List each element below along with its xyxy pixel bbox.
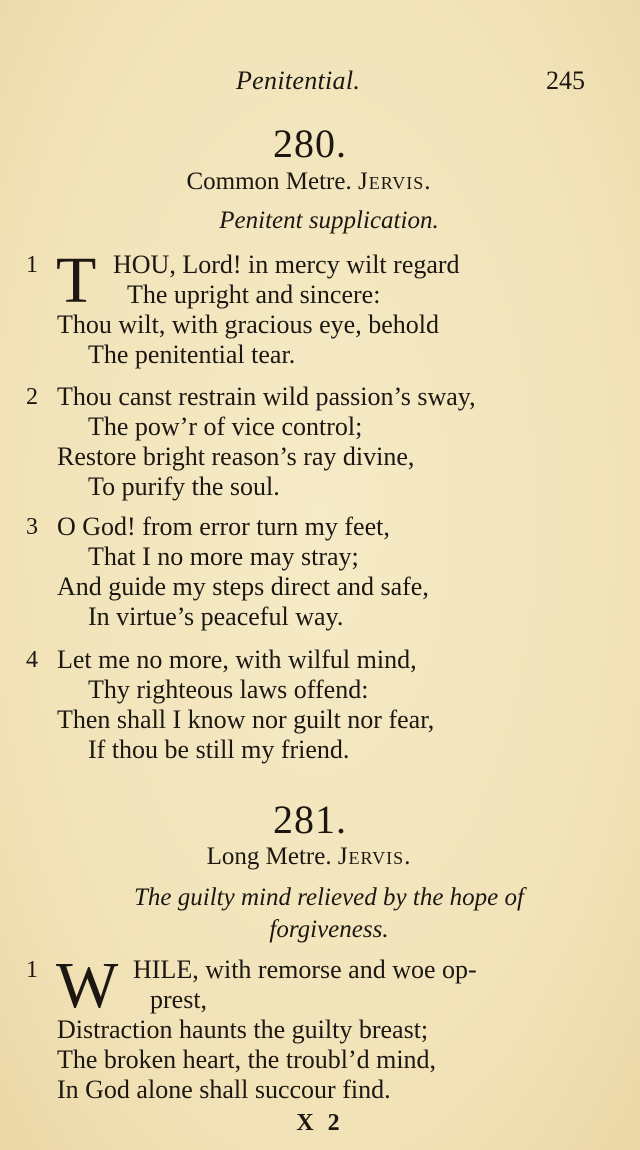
hymn-subject-line-1: The guilty mind relieved by the hope of [134, 884, 524, 911]
verse-line: HILE, with remorse and woe op- [133, 955, 477, 984]
verse-line: Thy righteous laws offend: [88, 675, 369, 704]
verse-line: If thou be still my friend. [88, 735, 350, 764]
hymn-number: 281. [273, 797, 347, 842]
verse-line: Thou wilt, with gracious eye, behold [57, 310, 439, 339]
verse-line: Let me no more, with wilful mind, [57, 645, 417, 674]
verse-line: O God! from error turn my feet, [57, 512, 390, 541]
verse-line: Then shall I know nor guilt nor fear, [57, 705, 435, 734]
verse-line: Thou canst restrain wild passion’s sway, [57, 382, 476, 411]
running-head [0, 66, 640, 100]
verse-number: 2 [26, 384, 38, 410]
verse-line: The penitential tear. [88, 340, 296, 369]
author: Jervis. [337, 843, 412, 870]
hymn-meter-line [0, 843, 618, 871]
verse-line: The broken heart, the troubl’d mind, [57, 1045, 437, 1074]
verse-line: The upright and sincere: [127, 280, 381, 309]
verse-number: 3 [26, 514, 38, 540]
verse-line: Distraction haunts the guilty breast; [57, 1015, 429, 1044]
verse-line: Restore bright reason’s ray divine, [57, 442, 415, 471]
drop-cap: W [56, 949, 119, 1022]
running-title: Penitential. [236, 66, 361, 95]
verse-number: 1 [26, 957, 38, 983]
verse-line: prest, [150, 985, 208, 1014]
verse-line: The pow’r of vice control; [88, 412, 363, 441]
verse-number: 1 [26, 252, 38, 278]
verse-line: In God alone shall succour find. [57, 1075, 391, 1104]
meter: Common Metre. [186, 168, 352, 195]
page-number: 245 [546, 66, 585, 95]
verse-line: In virtue’s peaceful way. [88, 602, 344, 631]
verse-line: And guide my steps direct and safe, [57, 572, 429, 601]
meter: Long Metre. [206, 843, 332, 870]
verse-line: To purify the soul. [88, 472, 280, 501]
author: Jervis. [357, 168, 432, 195]
verse-line: HOU, Lord! in mercy wilt regard [113, 250, 460, 279]
hymn-number: 280. [273, 121, 347, 166]
signature-mark: X 2 [296, 1110, 344, 1136]
hymn-subject: Penitent supplication. [219, 207, 439, 234]
hymn-meter-line [0, 168, 618, 196]
verse-line: That I no more may stray; [88, 542, 359, 571]
verse-number: 4 [26, 647, 38, 673]
drop-cap: T [56, 244, 97, 317]
hymn-subject-line-2: forgiveness. [269, 916, 389, 943]
